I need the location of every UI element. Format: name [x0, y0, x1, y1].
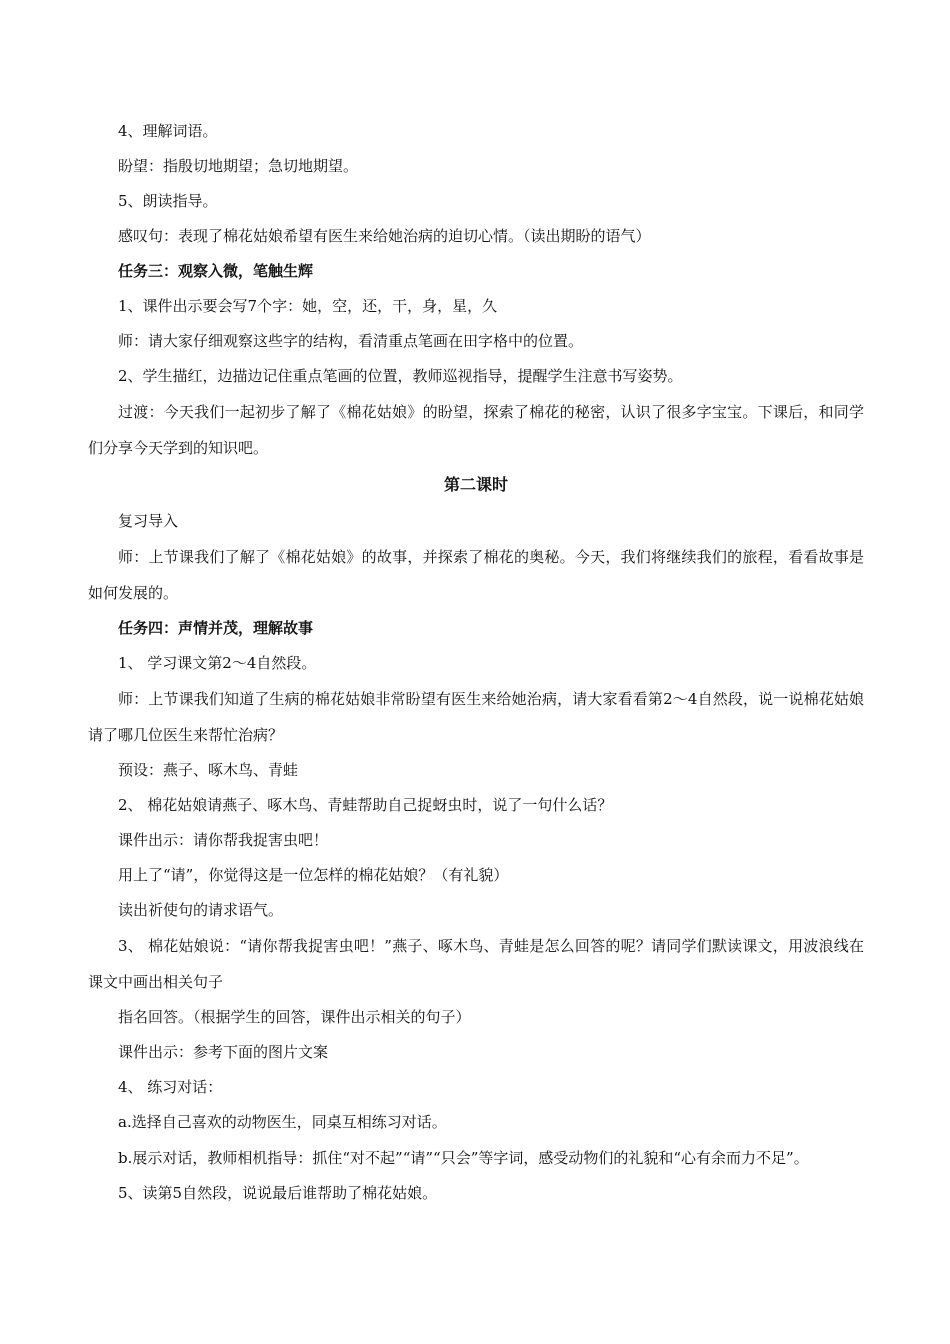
paragraph: 过渡：今天我们一起初步了解了《棉花姑娘》的盼望，探索了棉花的秘密，认识了很多字宝宝。下课后，和同学们分享今天学到的知识吧。: [88, 403, 864, 457]
paragraph: 1、课件出示要会写7个字：她，空，还，干，身，星，久: [118, 297, 498, 315]
paragraph: 指名回答。（根据学生的回答，课件出示相关的句子）: [118, 1008, 471, 1026]
paragraph: 4、 练习对话：: [118, 1078, 223, 1096]
document-body: [88, 114, 864, 1211]
paragraph: 师：上节课我们了解了《棉花姑娘》的故事，并探索了棉花的奥秘。今天，我们将继续我们的旅程，看看故事是如何发展的。: [88, 548, 864, 602]
paragraph: 感叹句：表现了棉花姑娘希望有医生来给她治病的迫切心情。（读出期盼的语气）: [118, 227, 651, 245]
paragraph: 2、学生描红，边描边记住重点笔画的位置，教师巡视指导，提醒学生注意书写姿势。: [118, 367, 683, 385]
lesson-two-heading: 第二课时: [443, 475, 508, 494]
paragraph: 用上了“请”，你觉得这是一位怎样的棉花姑娘？（有礼貌）: [118, 866, 509, 884]
paragraph: b.展示对话，教师相机指导：抓住“对不起”“请”“只会”等字词，感受动物们的礼貌和“心有余而力不足”。: [118, 1149, 809, 1167]
paragraph: 读出祈使句的请求语气。: [118, 901, 284, 919]
task-three-title: 任务三：观察入微，笔触生辉: [118, 262, 314, 280]
paragraph: 5、读第5自然段，说说最后谁帮助了棉花姑娘。: [118, 1184, 438, 1202]
paragraph: 预设：燕子、啄木鸟、青蛙: [118, 761, 299, 779]
paragraph: 复习导入: [118, 512, 179, 530]
paragraph: 3、 棉花姑娘说：“请你帮我捉害虫吧！”燕子、啄木鸟、青蛙是怎么回答的呢？请同学们默读课文，用波浪线在课文中画出相关句子: [88, 937, 864, 991]
paragraph: a.选择自己喜欢的动物医生，同桌互相练习对话。: [118, 1113, 447, 1131]
paragraph: 盼望：指殷切地期望；急切地期望。: [118, 157, 359, 175]
paragraph: 课件出示：参考下面的图片文案: [118, 1043, 329, 1061]
paragraph: 2、 棉花姑娘请燕子、啄木鸟、青蛙帮助自己捉蚜虫时，说了一句什么话？: [118, 796, 613, 814]
paragraph: 1、 学习课文第2～4自然段。: [118, 654, 317, 672]
task-four-title: 任务四：声情并茂，理解故事: [118, 619, 314, 637]
paragraph: 师：上节课我们知道了生病的棉花姑娘非常盼望有医生来给她治病，请大家看看第2～4自然段，说一说棉花姑娘请了哪几位医生来帮忙治病？: [88, 690, 864, 744]
paragraph: 师：请大家仔细观察这些字的结构，看清重点笔画在田字格中的位置。: [118, 332, 584, 350]
paragraph: 课件出示：请你帮我捉害虫吧！: [118, 831, 329, 849]
paragraph: 5、朗读指导。: [118, 192, 218, 210]
paragraph: 4、理解词语。: [118, 122, 218, 140]
